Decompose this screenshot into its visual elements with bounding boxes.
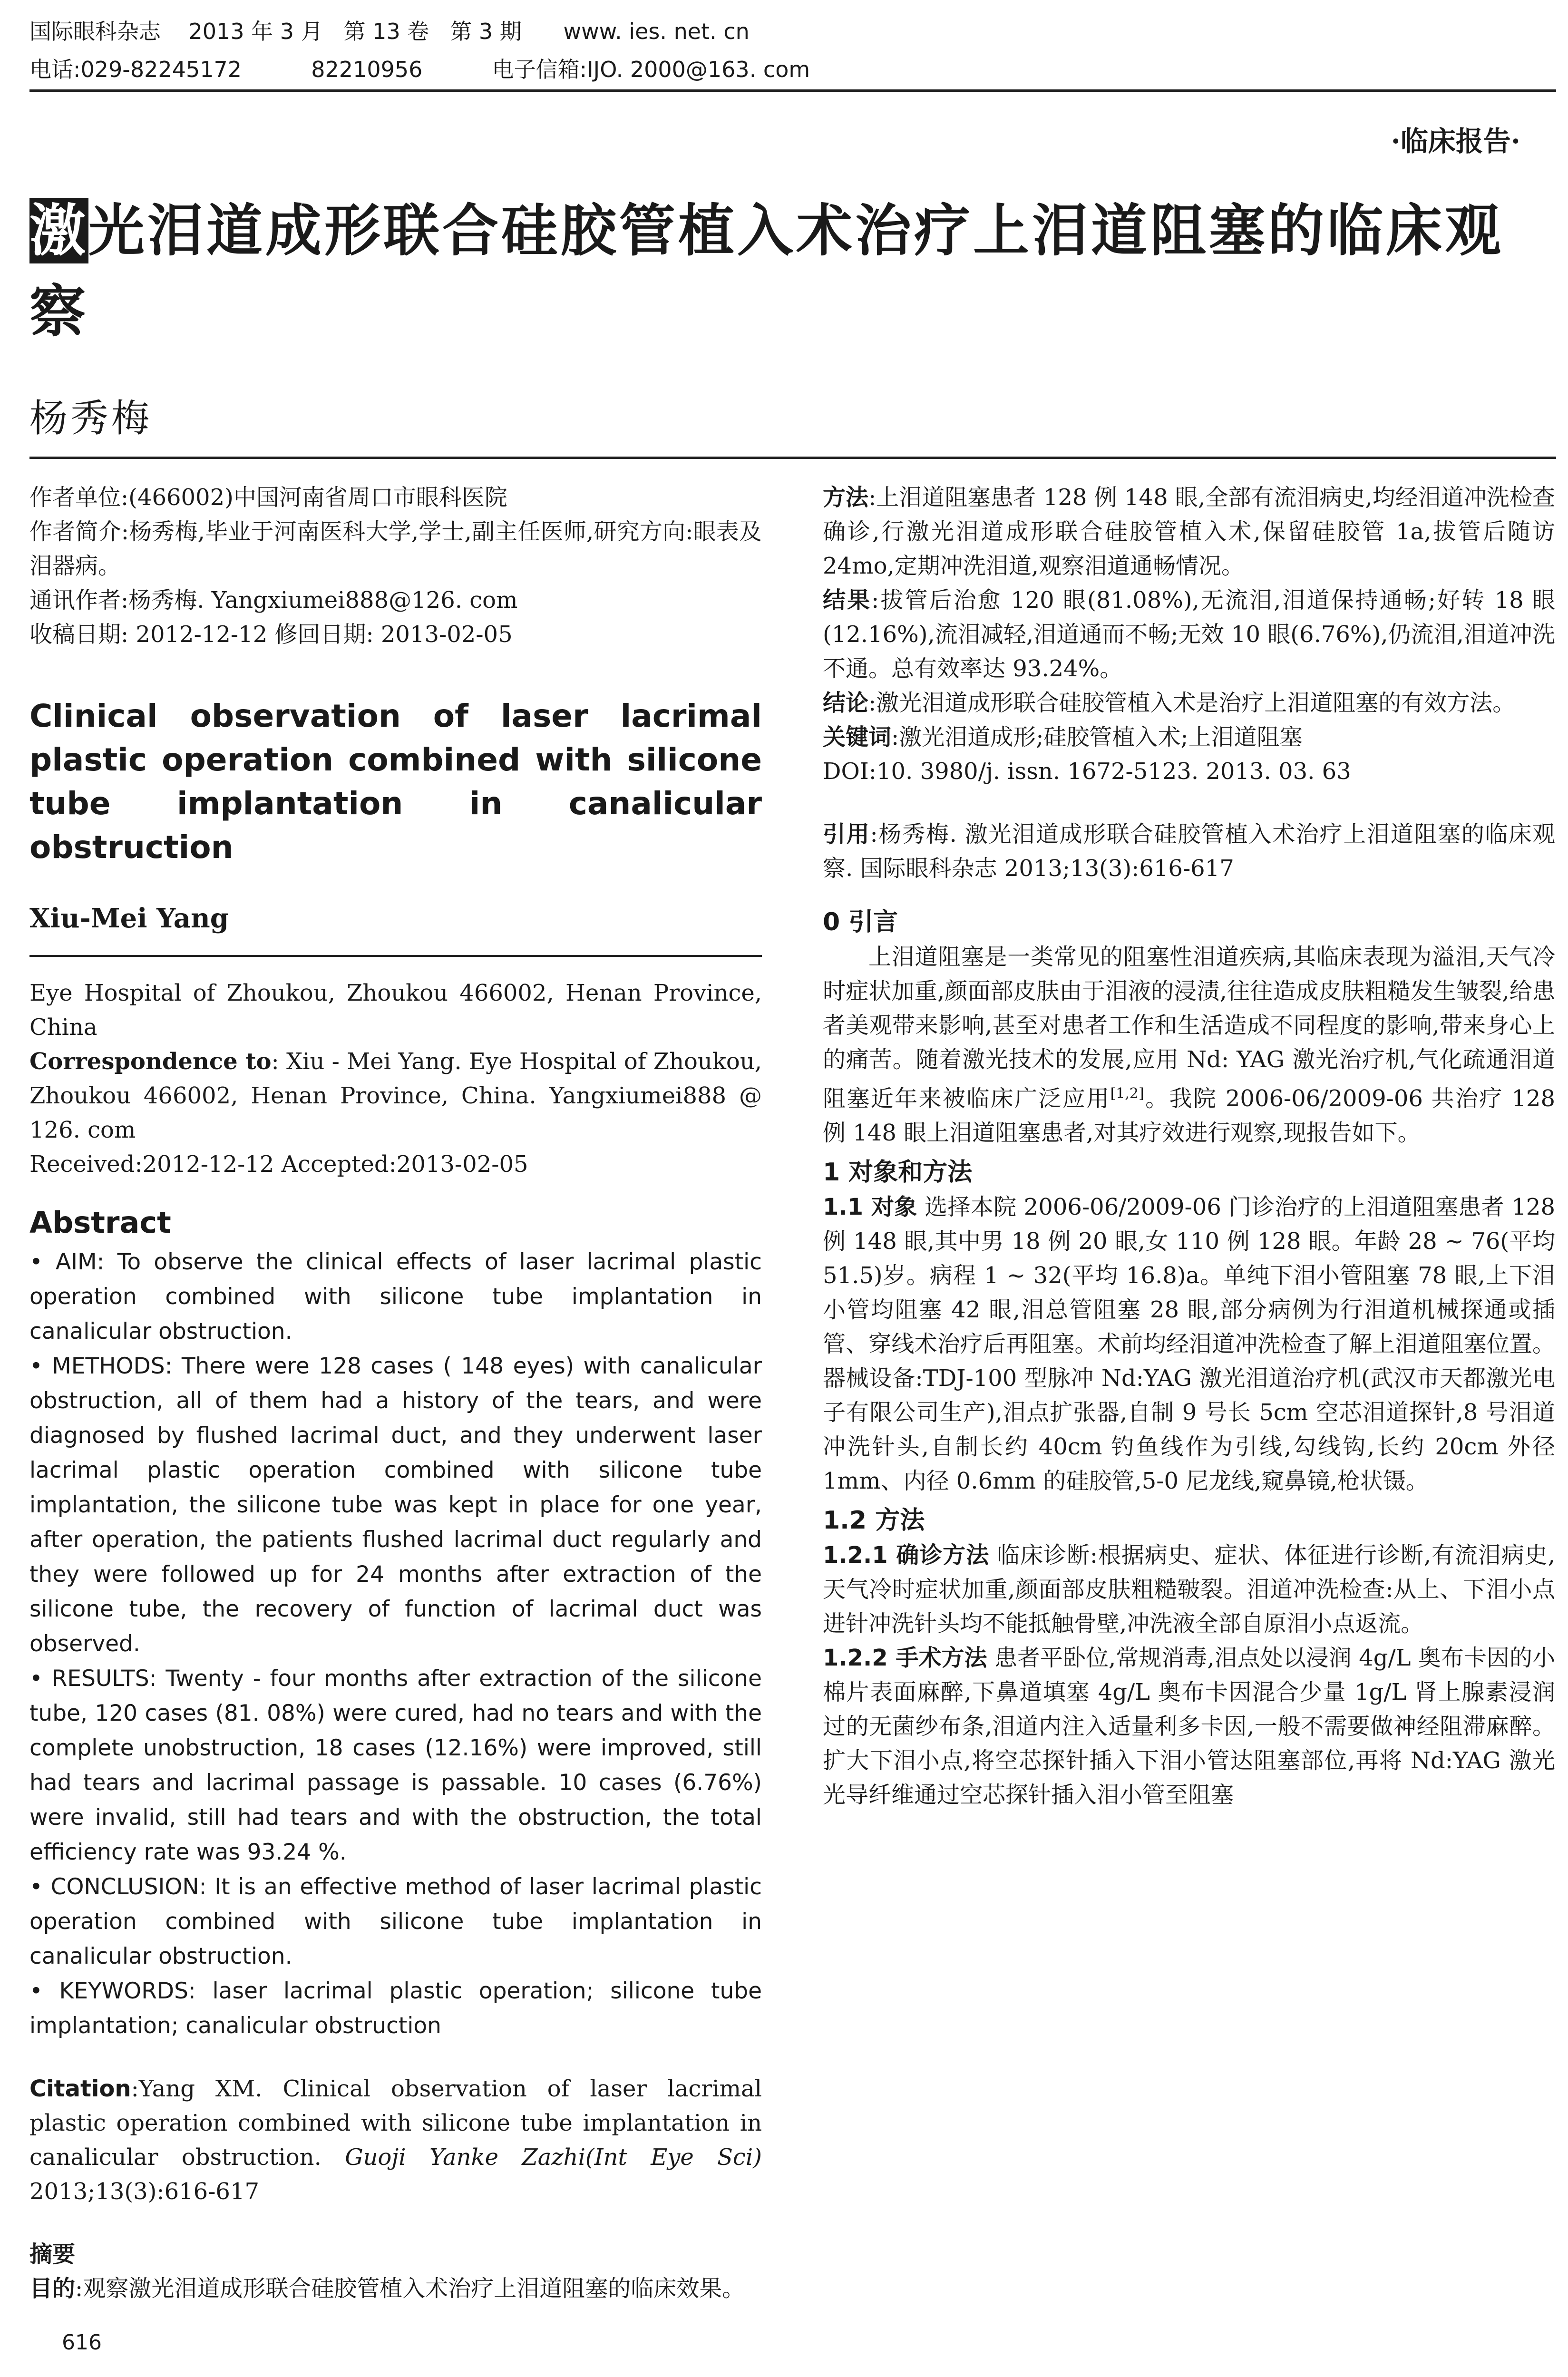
correspondence-text: : Xiu - Mei Yang. Eye Hospital of Zhoukou, Zhoukou 466002, Henan Province, China. Yangxiumei888 @ 126. com xyxy=(29,1048,762,1143)
cn-results-text: :拔管后治愈 120 眼(81.08%),无流泪,泪道保持通畅;好转 18 眼(12.16%),流泪减轻,泪道通而不畅;无效 10 眼(6.76%),仍流泪,泪道冲洗不通。总有效率达 93.24%。 xyxy=(823,587,1555,682)
section-1-2-heading: 1.2 方法 xyxy=(823,1506,925,1535)
abstract-methods: • METHODS: There were 128 cases ( 148 eyes) with canalicular obstruction, all of them had a history of the tears, and were diagnosed by flushed lacrimal duct, and they underwent laser lacrimal plastic operation combined with silicone tube implantation, the silicone tube was kept in place for one year, after operation, the patients flushed lacrimal duct regularly and they were followed up for 24 months after extraction of the silicone tube, the recovery of function of lacrimal duct was observed. xyxy=(29,1353,762,1657)
citation xyxy=(29,2072,762,2209)
section-1-1-label: 1.1 对象 xyxy=(823,1194,917,1220)
abstract-results: • RESULTS: Twenty - four months after extraction of the silicone tube, 120 cases (81. 08%) were cured, had no tears and with the complete unobstruction, 18 cases (12.16%) were improved, still had tears and lacrimal passage is passable. 10 cases (6.76%) were invalid, still had tears and with the obstruction, the total efficiency rate was 93.24 %. xyxy=(29,1666,762,1865)
cn-abstract-heading: 摘要 xyxy=(29,2241,76,2268)
journal-header: 国际眼科杂志 2013 年 3 月 第 13 卷 第 3 期 www. ies. net. cn xyxy=(29,19,750,44)
contact-line: 电话:029-82245172 82210956 电子信箱:IJO. 2000@163. com xyxy=(29,57,810,82)
section-1-1 xyxy=(823,1190,1555,1498)
page-number: 616 xyxy=(62,2330,102,2355)
section-1-2-1-text: 临床诊断:根据病史、症状、体征进行诊断,有流泪病史,天气冷时症状加重,颜面部皮肤粗糙皲裂。泪道冲洗检查:从上、下泪小点进针冲洗针头均不能抵触骨壁,冲洗液全部自原泪小点返流。 xyxy=(823,1542,1555,1637)
intro-text-a: 上泪道阻塞是一类常见的阻塞性泪道疾病,其临床表现为溢泪,天气冷时症状加重,颜面部皮肤由于泪液的浸渍,往往造成皮肤粗糙发生皱裂,给患者美观带来影响,甚至对患者工作和生活造成不同程度的影响,带来身心上的痛苦。随着激光技术的发展,应用 Nd: YAG 激光治疗机,气化疏通泪道阻塞近年来被临床广泛应用 xyxy=(823,944,1555,1112)
cn-keywords-text: :激光泪道成形;硅胶管植入术;上泪道阻塞 xyxy=(891,724,1303,750)
intro-paragraph xyxy=(823,940,1555,1150)
cn-conclusion xyxy=(823,686,1555,720)
cn-conclusion-text: :激光泪道成形联合硅胶管植入术是治疗上泪道阻塞的有效方法。 xyxy=(868,690,1516,716)
section-1-2-2 xyxy=(823,1641,1555,1812)
english-author: Xiu-Mei Yang xyxy=(29,903,229,934)
cn-methods-text: :上泪道阻塞患者 128 例 148 眼,全部有流泪病史,均经泪道冲洗检查确诊,行激光泪道成形联合硅胶管植入术,保留硅胶管 1a,拔管后随访 24mo,定期冲洗泪道,观察泪道通畅情况。 xyxy=(823,484,1555,579)
corresponding-author: 通讯作者:杨秀梅. Yangxiumei888@126. com xyxy=(29,587,518,614)
title-rule xyxy=(29,457,1556,459)
author-cn: 杨秀梅 xyxy=(29,396,152,440)
section-1-2-2-label: 1.2.2 手术方法 xyxy=(823,1645,987,1671)
abstract-aim: • AIM: To observe the clinical effects of laser lacrimal plastic operation combined with silicone tube implantation in canalicular obstruction. xyxy=(29,1249,762,1344)
affiliation: 作者单位:(466002)中国河南省周口市眼科医院 xyxy=(29,484,507,511)
left-column xyxy=(29,480,762,2306)
section-1-2-2-text: 患者平卧位,常规消毒,泪点处以浸润 4g/L 奥布卡因的小棉片表面麻醉,下鼻道填塞 4g/L 奥布卡因混合少量 1g/L 肾上腺素浸润过的无菌纱布条,泪道内注入适量利多卡因,一般不需要做神经阻滞麻醉。扩大下泪小点,将空芯探针插入下泪小管达阻塞部位,再将 Nd:YAG 激光光导纤维通过空芯探针插入泪小管至阻塞 xyxy=(823,1645,1555,1808)
intro-text-b: 。我院 2006-06/2009-06 共治疗 128 例 148 眼上泪道阻塞患者,对其疗效进行观察,现报告如下。 xyxy=(823,1085,1555,1146)
abstract-conclusion: • CONCLUSION: It is an effective method of laser lacrimal plastic operation combined with silicone tube implantation in canalicular obstruction. xyxy=(29,1874,762,1969)
title-rest: 光泪道成形联合硅胶管植入术治疗上泪道阻塞的临床观察 xyxy=(29,198,1504,344)
cn-citation xyxy=(823,817,1555,886)
correspondence-label: Correspondence to xyxy=(29,1048,272,1075)
cn-keywords-label: 关键词 xyxy=(823,724,892,750)
cn-citation-text: :杨秀梅. 激光泪道成形联合硅胶管植入术治疗上泪道阻塞的临床观察. 国际眼科杂志 2013;13(3):616-617 xyxy=(823,821,1555,882)
cn-aim-label: 目的 xyxy=(29,2275,76,2302)
cn-aim xyxy=(29,2271,762,2306)
cn-methods xyxy=(823,480,1555,583)
doi: DOI:10. 3980/j. issn. 1672-5123. 2013. 03. 63 xyxy=(823,758,1351,785)
cn-results-label: 结果 xyxy=(823,587,872,614)
section-1-2-1 xyxy=(823,1538,1555,1641)
received-accepted: Received:2012-12-12 Accepted:2013-02-05 xyxy=(29,1151,528,1178)
citation-journal: Guoji Yanke Zazhi(Int Eye Sci) xyxy=(345,2144,762,2171)
title-first-char: 激 xyxy=(29,198,89,263)
english-title: Clinical observation of laser lacrimal plastic operation combined with silicone tube implantation in canalicular obstruction xyxy=(29,698,762,866)
citation-tail: 2013;13(3):616-617 xyxy=(29,2178,260,2205)
section1-heading: 1 对象和方法 xyxy=(823,1158,973,1187)
citation-label: Citation xyxy=(29,2075,131,2102)
english-affiliation: Eye Hospital of Zhoukou, Zhoukou 466002, Henan Province, China xyxy=(29,980,762,1041)
intro-heading: 0 引言 xyxy=(823,908,898,936)
abstract-keywords: • KEYWORDS: laser lacrimal plastic operation; silicone tube implantation; canalicular obstruction xyxy=(29,1978,762,2039)
dates-cn: 收稿日期: 2012-12-12 修回日期: 2013-02-05 xyxy=(29,621,513,648)
header-rule xyxy=(29,89,1556,92)
article-title xyxy=(29,190,1542,352)
section-1-1-text: 选择本院 2006-06/2009-06 门诊治疗的上泪道阻塞患者 128 例 148 眼,其中男 18 例 20 眼,女 110 例 128 眼。年龄 28 ~ 76(平均 51.5)岁。病程 1 ~ 32(平均 16.8)a。单纯下泪小管阻塞 78 眼,上下泪小管均阻塞 42 眼,泪总管阻塞 28 眼,部分病例为行泪道机械探通或插管、穿线术治疗后再阻塞。术前均经泪道冲洗检查了解上泪道阻塞位置。器械设备:TDJ-100 型脉冲 Nd:YAG 激光泪道治疗机(武汉市天都激光电子有限公司生产),泪点扩张器,自制 9 号长 5cm 空芯泪道探针,8 号泪道冲洗针头,自制长约 40cm 钓鱼线作为引线,勾线钩,长约 20cm 外径 1mm、内径 0.6mm 的硅胶管,5-0 尼龙线,窥鼻镜,枪状镊。 xyxy=(823,1194,1555,1494)
cn-aim-text: :观察激光泪道成形联合硅胶管植入术治疗上泪道阻塞的临床效果。 xyxy=(75,2275,745,2302)
cn-citation-label: 引用 xyxy=(823,821,870,848)
author-rule xyxy=(29,955,762,957)
abstract-heading: Abstract xyxy=(29,1205,171,1240)
citation-text: :Yang XM. Clinical observation of laser lacrimal plastic operation combined with silicone tube implantation in canalicular obstruction. xyxy=(29,2075,762,2171)
right-column xyxy=(823,480,1555,1812)
cn-keywords xyxy=(823,720,1555,754)
correspondence xyxy=(29,1044,762,1147)
section-tag: ·临床报告· xyxy=(1391,125,1520,157)
intro-ref: [1,2] xyxy=(1110,1085,1144,1102)
section-1-2-1-label: 1.2.1 确诊方法 xyxy=(823,1542,989,1568)
cn-conclusion-label: 结论 xyxy=(823,690,869,716)
cn-results xyxy=(823,583,1555,686)
author-bio: 作者简介:杨秀梅,毕业于河南医科大学,学士,副主任医师,研究方向:眼表及泪器病。 xyxy=(29,518,762,579)
cn-methods-label: 方法 xyxy=(823,484,869,511)
